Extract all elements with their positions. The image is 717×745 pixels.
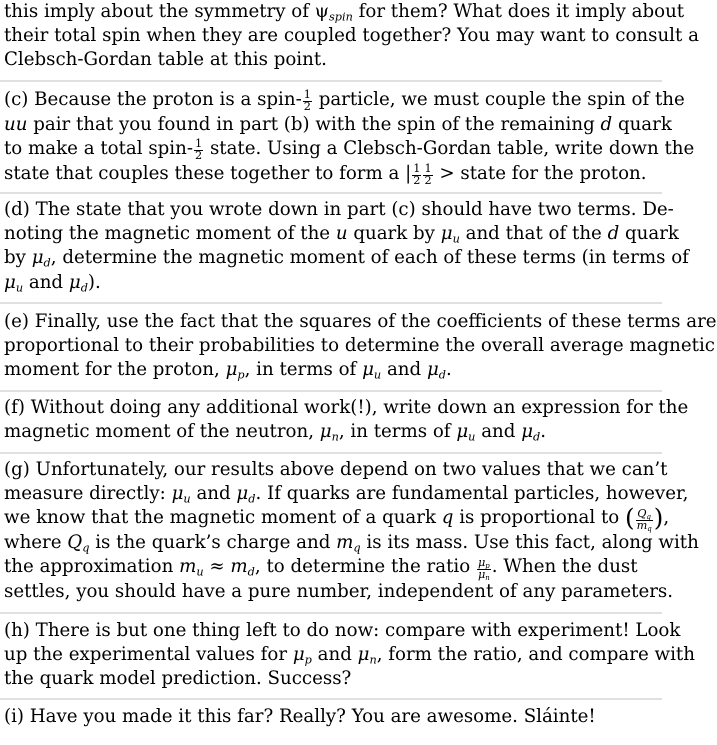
separator [0,302,662,304]
part-g-line-2: measure directly: $\mu_u$ and $\mu_d$. If quarks are fundamental particles, however, [4,483,689,506]
part-g-line-1: (g) Unfortunately, our results above depend on two values that we can’t [4,459,668,480]
part-g-line-4: where $Q_q$ is the quark’s charge and $m_q$ is its mass. Use this fact, along with [4,532,699,555]
separator [0,698,662,700]
part-g-line-5: the approximation $m_u \approx m_d$, to determine the ratio $\frac{\mu_p}{\mu_n}$ . When the dust [4,555,638,582]
part-f-line-1: (f) Without doing any additional work(!), write down an expression for the [4,397,689,418]
part-e-line-2: proportional to their probabilities to determine the overall average magnetic [4,335,715,357]
part-c-line-3: to make a total spin- $\frac{1}{2}$ state. Using a Clebsch-Gordan table, write down the [4,137,695,163]
intro-line-1: this imply about the symmetry of $\psi_{spin}$ for them? What does it imply about [4,1,685,24]
part-g-line-6: settles, you should have a pure number, independent of any parameters. [4,581,674,603]
separator [0,612,662,614]
part-c-line-2: uu pair that you found in part (b) with the spin of the remaining d quark [4,113,672,135]
part-f-paragraph [4,396,689,444]
intro-line-2: their total spin when they are coupled together? You may want to consult a [4,25,699,47]
part-i-paragraph [4,705,654,729]
separator [0,390,662,392]
part-h-line-1: (h) There is but one thing left to do now: compare with experiment! Look [4,620,681,641]
part-e-paragraph [4,310,717,383]
part-c-paragraph [4,88,695,187]
part-d-line-2: noting the magnetic moment of the u quark by $\mu_u$ and that of the d quark [4,223,679,246]
part-g-line-3: we know that the magnetic moment of a quark q is proportional to ( $\frac{Q_q}{m_q}$ ), [4,503,670,533]
part-d-paragraph [4,198,689,295]
separator [0,80,662,82]
part-c-line-4: state that couples these together to form a | $\frac{1}{2}$ $\frac{1}{2}$ > state for the proton. [4,162,647,187]
part-f-line-2: magnetic moment of the neutron, $\mu_n$, in terms of $\mu_u$ and $\mu_d$. [4,421,547,444]
part-d-line-3: by $\mu_d$, determine the magnetic moment of each of these terms (in terms of [4,247,689,270]
separator [0,452,662,454]
part-d-line-4: $\mu_u$ and $\mu_d$). [4,271,101,294]
part-g-paragraph [4,458,699,604]
intro-line-3: Clebsch-Gordan table at this point. [4,49,327,71]
part-c-line-1: (c) Because the proton is a spin- $\frac{1}{2}$ particle, we must couple the spin of the [4,88,685,114]
part-h-paragraph [4,619,695,692]
part-d-line-1: (d) The state that you wrote down in part (c) should have two terms. De- [4,199,674,220]
separator [0,192,662,194]
part-h-line-3: the quark model prediction. Success? [4,668,352,690]
part-e-line-3: moment for the proton, $\mu_p$, in terms of $\mu_u$ and $\mu_d$. [4,359,452,382]
part-e-line-1: (e) Finally, use the fact that the squares of the coefficients of these terms are [4,311,717,332]
intro-paragraph [4,0,699,73]
part-i-line-1: (i) Have you made it this far? Really? You are awesome. Sláinte! [4,706,596,727]
part-h-line-2: up the experimental values for $\mu_p$ and $\mu_n$, form the ratio, and compare with [4,644,695,667]
